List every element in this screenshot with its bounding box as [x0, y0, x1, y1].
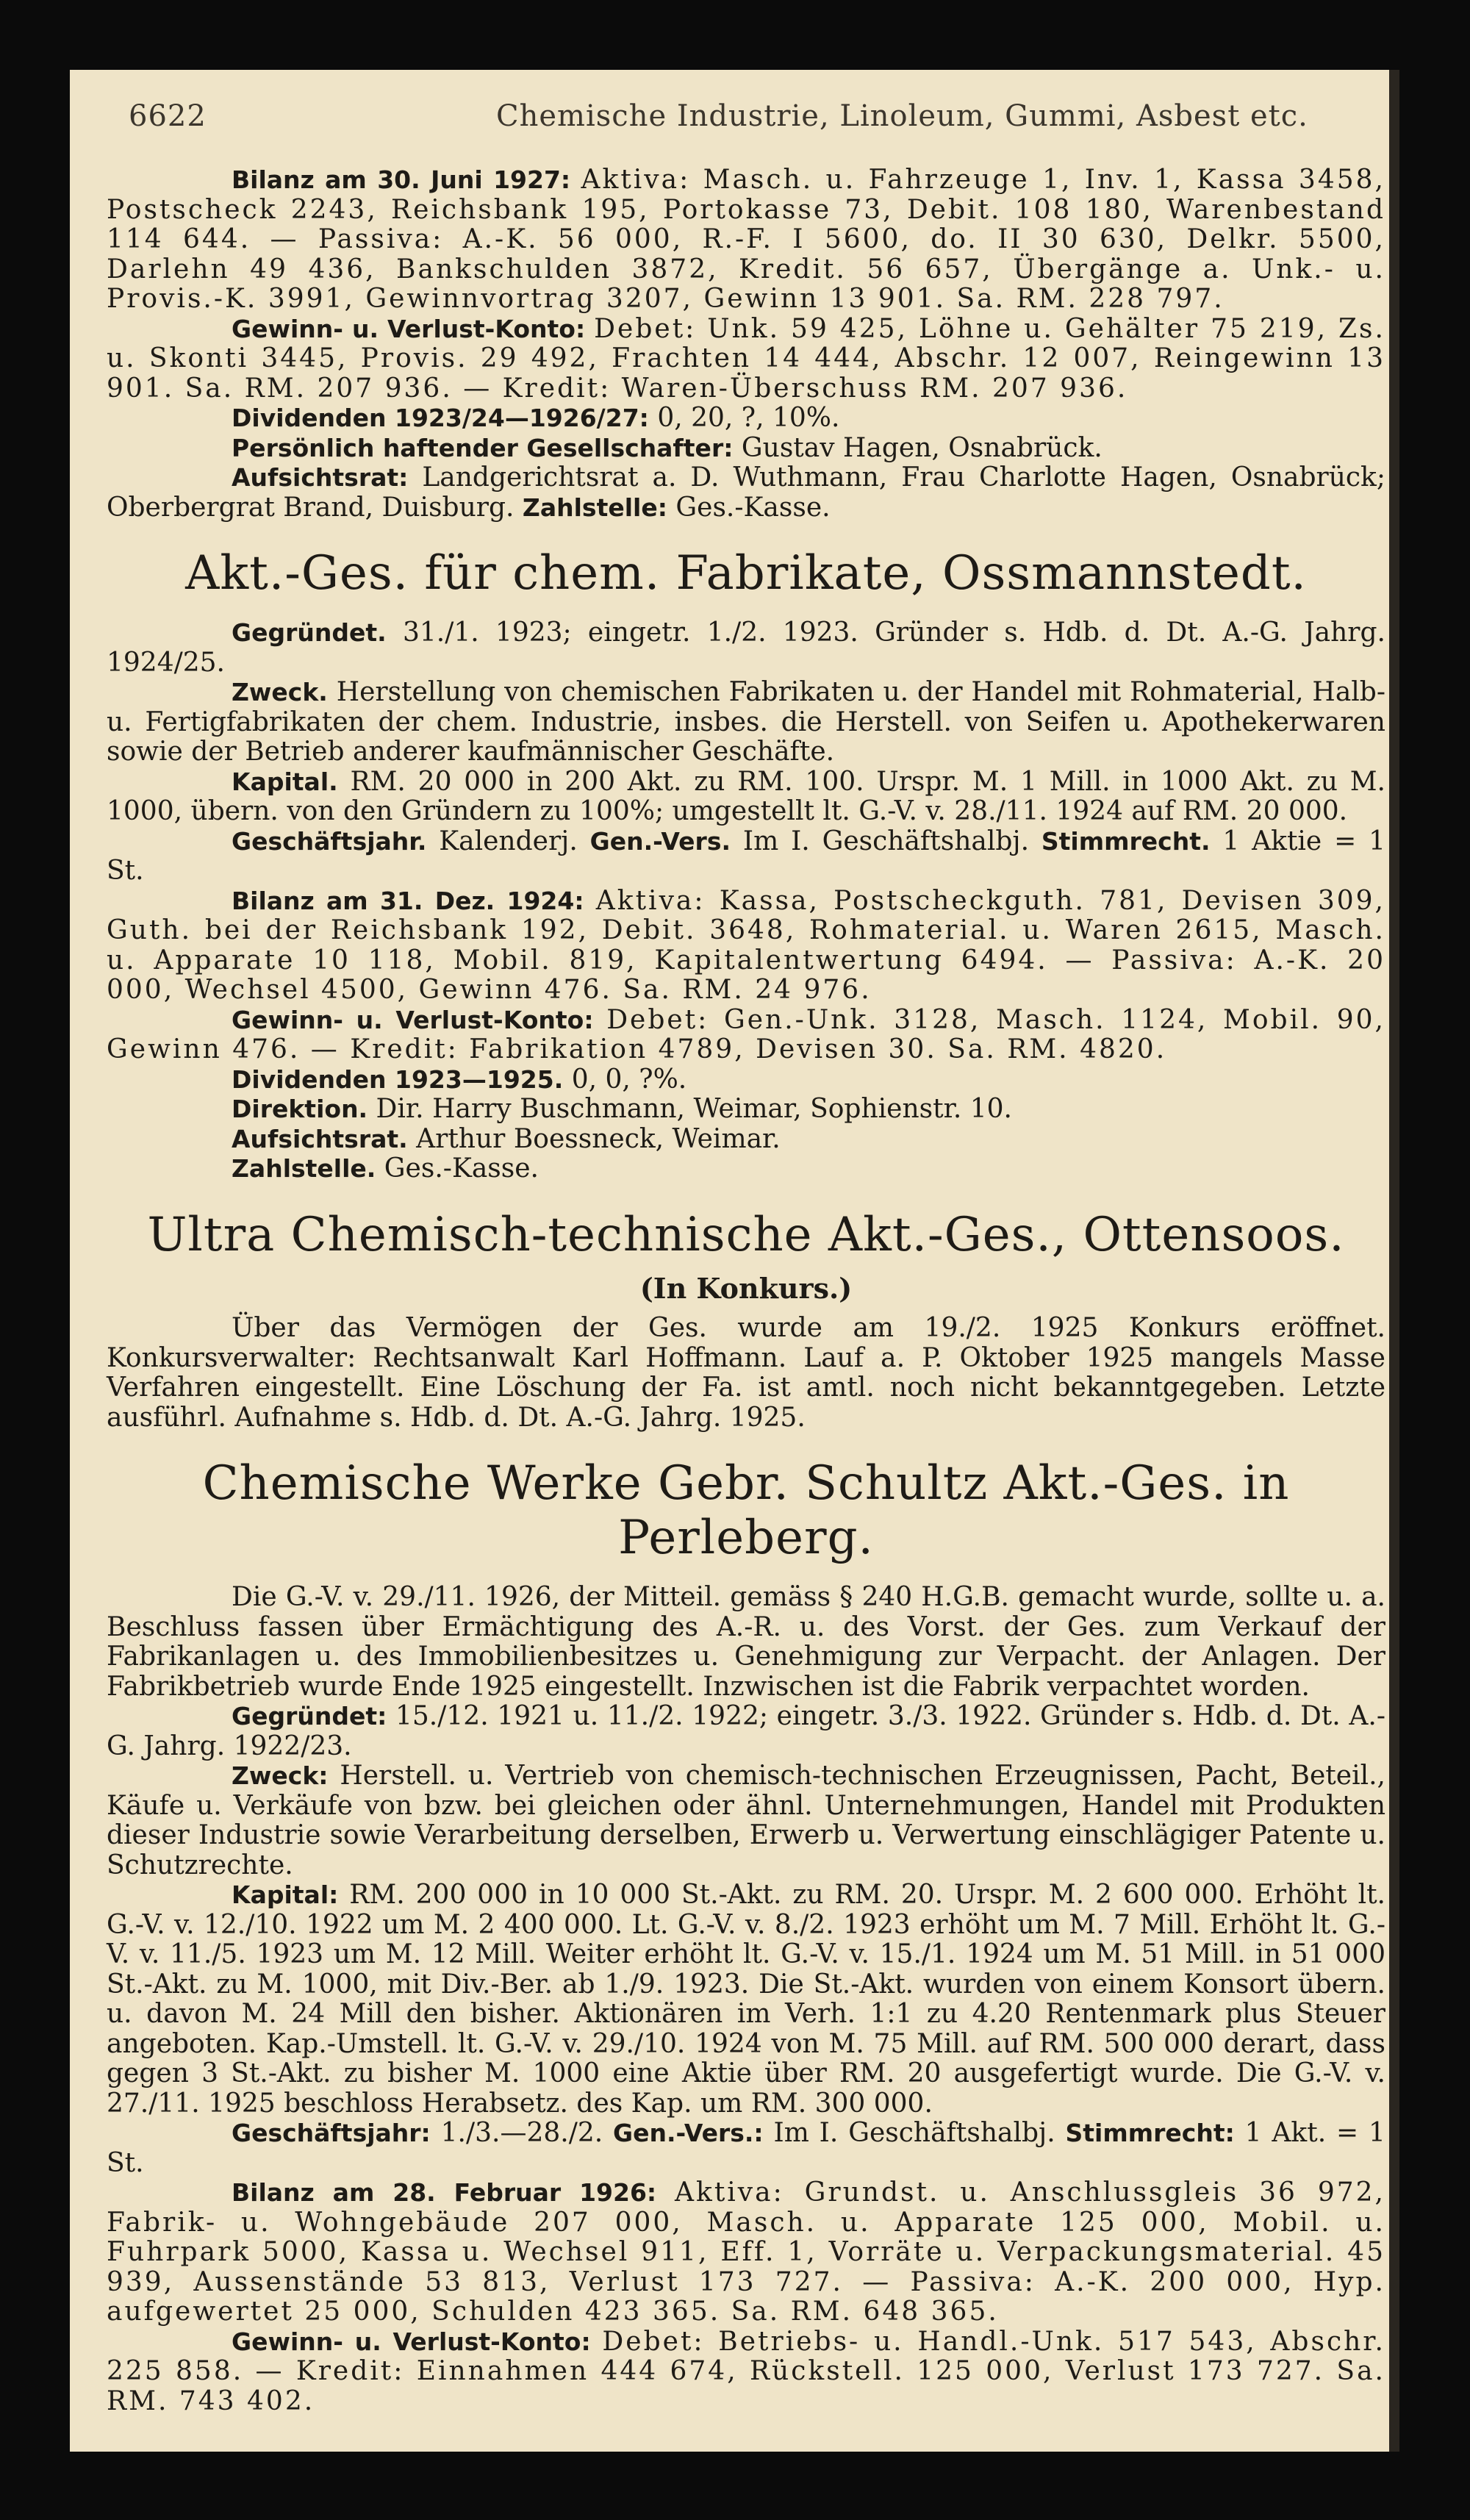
s4-gegruendet: Gegründet: 15./12. 1921 u. 11./2. 1922; eingetr. 3./3. 1922. Gründer s. Hdb. d. Dt. A.-G. Jahrg. 1922/23. [107, 1701, 1385, 1761]
s1-gesellschafter: Persönlich haftender Gesellschafter: Gustav Hagen, Osnabrück. [232, 432, 1102, 463]
s2-dividenden: Dividenden 1923—1925. 0, 0, ?%. [232, 1064, 687, 1095]
s3-text: Über das Vermögen der Ges. wurde am 19./2. 1925 Konkurs eröffnet. Konkursverwalter: Rechtsanwalt Karl Hoffmann. Lauf a. P. Oktober 1925 mangels Masse Verfahren eingestellt. Eine Löschung der Fa. ist amtl. noch nicht bekanntgegeben. Letzte ausführl. Aufnahme s. Hdb. d. Dt. A.-G. Jahrg. 1925. [107, 1313, 1385, 1433]
running-title: Chemische Industrie, Linoleum, Gummi, Asbest etc. [496, 99, 1308, 133]
s2-zweck: Zweck. Herstellung von chemischen Fabrikaten u. der Handel mit Rohmaterial, Halb- u. Fertigfabrikaten der chem. Industrie, insbes. die Herstell. von Seifen u. Apothekerwaren sowie der Betrieb anderer kaufmännischer Geschäfte. [107, 677, 1386, 767]
s2-gegruendet: Gegründet. 31./1. 1923; eingetr. 1./2. 1923. Gründer s. Hdb. d. Dt. A.-G. Jahrg. 1924/25. [107, 618, 1385, 678]
s2-direktion: Direktion. Dir. Harry Buschmann, Weimar, Sophienstr. 10. [232, 1094, 1012, 1124]
book-page [70, 70, 1396, 2452]
s4-intro: Die G.-V. v. 29./11. 1926, der Mitteil. gemäss § 240 H.G.B. gemacht wurde, sollte u. a. Beschluss fassen über Ermächtigung des A.-R. u. des Vorst. der Ges. zum Verkauf der Fabrikanlagen u. des Immobilienbesitzes u. Genehmigung zur Verpacht. der Anlagen. Der Fabrikbetrieb wurde Ende 1925 eingestellt. Inzwischen ist die Fabrik verpachtet worden. [107, 1582, 1385, 1702]
s2-kapital: Kapital. RM. 20 000 in 200 Akt. zu RM. 100. Urspr. M. 1 Mill. in 1000 Akt. zu M. 1000, übern. von den Gründern zu 100%; umgestellt lt. G.-V. v. 28./11. 1924 auf RM. 20 000. [107, 766, 1385, 826]
s2-title: Akt.-Ges. für chem. Fabrikate, Ossmannstedt. [185, 546, 1307, 601]
page-content [107, 165, 1385, 2416]
s4-bilanz: Bilanz am 28. Februar 1926: Aktiva: Grundst. u. Anschlussgleis 36 972, Fabrik- u. Wohngebäude 207 000, Masch. u. Apparate 125 000, Mobil. u. Fuhrpark 5000, Kassa u. Wechsel 911, Eff. 1, Vorräte u. Verpackungsmaterial. 45 939, Aussenstände 53 813, Verlust 173 727. — Passiva: A.-K. 200 000, Hyp. aufgewertet 25 000, Schulden 423 365. Sa. RM. 648 365. [107, 2177, 1386, 2327]
s3-title: Ultra Chemisch-technische Akt.-Ges., Ottensoos. [147, 1207, 1345, 1262]
s4-kapital: Kapital: RM. 200 000 in 10 000 St.-Akt. zu RM. 20. Urspr. M. 2 600 000. Erhöht lt. G.-V. v. 12./10. 1922 um M. 2 400 000. Lt. G.-V. v. 8./2. 1923 erhöht um M. 7 Mill. Erhöht lt. G.-V. v. 11./5. 1923 um M. 12 Mill. Weiter erhöht lt. G.-V. v. 15./1. 1924 um M. 51 Mill. in 51 000 St.-Akt. zu M. 1000, mit Div.-Ber. ab 1./9. 1923. Die St.-Akt. wurden von einem Konsort übern. u. davon M. 24 Mill den bisher. Aktionären im Verh. 1:1 zu 4.20 Rentenmark plus Steuer angeboten. Kap.-Umstell. lt. G.-V. v. 29./10. 1924 von M. 75 Mill. auf RM. 500 000 derart, dass gegen 3 St.-Akt. zu bisher M. 1000 eine Aktie über RM. 20 ausgefertigt wurde. Die G.-V. v. 27./11. 1925 beschloss Herabsetz. des Kap. um RM. 300 000. [107, 1880, 1385, 2119]
s1-bilanz: Bilanz am 30. Juni 1927: Aktiva: Masch. u. Fahrzeuge 1, Inv. 1, Kassa 3458, Postscheck 2243, Reichsbank 195, Portokasse 73, Debit. 108 180, Warenbestand 114 644. — Passiva: A.-K. 56 000, R.-F. I 5600, do. II 30 630, Delkr. 5500, Darlehn 49 436, Bankschulden 3872, Kredit. 56 657, Übergänge a. Unk.- u. Provis.-K. 3991, Gewinnvortrag 3207, Gewinn 13 901. Sa. RM. 228 797. [107, 165, 1385, 314]
s1-zahlstelle-label: Zahlstelle: [522, 493, 667, 522]
page-number: 6622 [129, 99, 207, 133]
s4-gewinn-verlust: Gewinn- u. Verlust-Konto: Debet: Betriebs- u. Handl.-Unk. 517 543, Abschr. 225 858. — Kredit: Einnahmen 444 674, Rückstell. 125 000, Verlust 173 727. Sa. RM. 743 402. [107, 2326, 1385, 2416]
s4-title: Chemische Werke Gebr. Schultz Akt.-Ges. in Perleberg. [202, 1456, 1290, 1565]
s2-zahlstelle: Zahlstelle. Ges.-Kasse. [232, 1153, 539, 1184]
s3-subtitle: (In Konkurs.) [639, 1271, 853, 1305]
s1-gewinn-verlust: Gewinn- u. Verlust-Konto: Debet: Unk. 59 425, Löhne u. Gehälter 75 219, Zs. u. Skonti 3445, Provis. 29 492, Frachten 14 444, Abschr. 12 007, Reingewinn 13 901. Sa. RM. 207 936. — Kredit: Waren-Überschuss RM. 207 936. [107, 313, 1385, 404]
s1-zahlstelle: Ges.-Kasse. [675, 492, 831, 523]
s1-aufsichtsrat: Aufsichtsrat: Landgerichtsrat a. D. Wuthmann, Frau Charlotte Hagen, Osnabrück; Oberbergrat Brand, Duisburg. Zahlstelle: Ges.-Kasse. [107, 462, 1386, 523]
s2-aufsichtsrat: Aufsichtsrat. Arthur Boessneck, Weimar. [232, 1123, 781, 1154]
s1-dividenden: Dividenden 1923/24—1926/27: 0, 20, ?, 10%. [232, 403, 840, 433]
s4-geschaeftsjahr: Geschäftsjahr: 1./3.—28./2. Gen.-Vers.: Im I. Geschäftshalbj. Stimmrecht: 1 Akt. = 1 St. [107, 2118, 1385, 2178]
page-binding-edge [1389, 70, 1399, 2452]
s2-geschaeftsjahr: Geschäftsjahr. Kalenderj. Gen.-Vers. Im I. Geschäftshalbj. Stimmrecht. 1 Aktie = 1 St. [107, 826, 1386, 886]
s2-bilanz: Bilanz am 31. Dez. 1924: Aktiva: Kassa, Postscheckguth. 781, Devisen 309, Guth. bei der Reichsbank 192, Debit. 3648, Rohmaterial. u. Waren 2615, Masch. u. Apparate 10 118, Mobil. 819, Kapitalentwertung 6494. — Passiva: A.-K. 20 000, Wechsel 4500, Gewinn 476. Sa. RM. 24 976. [107, 885, 1385, 1005]
s4-zweck: Zweck: Herstell. u. Vertrieb von chemisch-technischen Erzeugnissen, Pacht, Beteil., Käufe u. Verkäufe von bzw. bei gleichen oder ähnl. Unternehmungen, Handel mit Produkten dieser Industrie sowie Verarbeitung derselben, Erwerb u. Verwertung einschlägiger Patente u. Schutzrechte. [107, 1761, 1385, 1880]
s2-gewinn-verlust: Gewinn- u. Verlust-Konto: Debet: Gen.-Unk. 3128, Masch. 1124, Mobil. 90, Gewinn 476. — Kredit: Fabrikation 4789, Devisen 30. Sa. RM. 4820. [107, 1004, 1385, 1064]
